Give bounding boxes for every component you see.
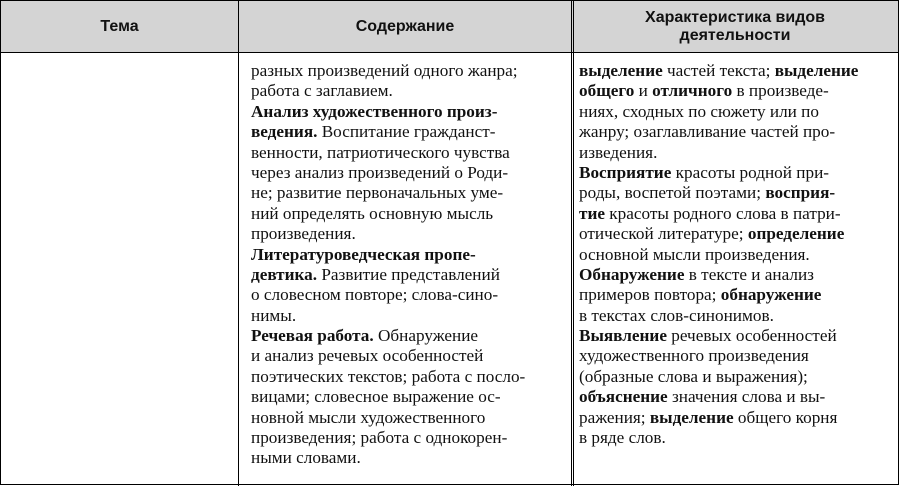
content-text-segment: Развитие представлений — [317, 264, 500, 284]
content-line — [251, 326, 567, 346]
content-line — [251, 367, 567, 387]
content-line — [251, 285, 567, 305]
content-text-segment: Воспитание гражданст- — [317, 122, 496, 142]
header-activities-line2: деятельности — [679, 26, 791, 44]
activity-text-segment: выделение — [579, 61, 663, 80]
content-text-segment: Обнаружение — [373, 326, 479, 346]
activity-line — [579, 61, 894, 81]
activity-text-segment: в произведе- — [732, 81, 829, 101]
activity-text-segment: (образные слова и выражения); — [579, 366, 808, 386]
table-header-row — [1, 1, 898, 53]
activity-line — [579, 204, 894, 224]
content-line — [251, 245, 567, 265]
activity-line — [579, 102, 894, 122]
header-activities-line1: Характеристика видов — [645, 8, 825, 26]
activity-text-segment: роды, воспетой поэтами; — [579, 183, 766, 203]
content-text-segment: нимы. — [251, 305, 297, 325]
column-divider-1 — [238, 1, 239, 486]
content-line — [251, 122, 567, 142]
content-text-segment: вицами; словесное выражение ос- — [251, 387, 501, 407]
activity-text-segment: определение — [747, 224, 845, 244]
activity-text-segment: выделение — [774, 61, 859, 80]
activity-line — [579, 326, 894, 346]
activity-text-segment: Выявление — [579, 326, 667, 346]
content-text-segment: ными словами. — [251, 448, 361, 468]
activity-text-segment: красоты родного слова в патри- — [604, 203, 841, 223]
content-text-segment: не; развитие первоначальных уме- — [251, 183, 504, 203]
content-line — [251, 346, 567, 366]
activity-text-segment: отличного — [652, 81, 733, 101]
activity-text-segment: жанру; озаглавливание частей про- — [579, 122, 836, 142]
content-text-segment: произведения. — [251, 224, 356, 244]
activity-text-segment: значения слова и вы- — [667, 387, 826, 407]
content-text-segment: ведения. — [251, 122, 318, 142]
content-line — [251, 428, 567, 448]
activity-line — [579, 306, 894, 326]
activity-text-segment: в ряде слов. — [579, 428, 666, 448]
content-text-segment: новной мысли художественного — [251, 407, 486, 427]
column-divider-2a — [571, 1, 572, 486]
content-line — [251, 102, 567, 122]
activity-text-segment: художественного произведения — [579, 346, 809, 366]
activity-text-segment: Обнаружение — [579, 264, 685, 284]
activity-text-segment: речевых особенностей — [666, 326, 837, 346]
content-text-segment: девтика. — [251, 264, 318, 284]
activity-text-segment: общего — [579, 81, 635, 101]
activity-text-segment: ражения; — [579, 407, 650, 427]
content-line — [251, 143, 567, 163]
content-text-segment: Литературоведческая пропе- — [251, 244, 476, 264]
activity-line — [579, 163, 894, 183]
content-text-segment: произведения; работа с однокорен- — [251, 428, 508, 448]
content-line — [251, 408, 567, 428]
activity-line — [579, 183, 894, 203]
activity-text-segment: красоты родной при- — [671, 162, 829, 182]
activity-text-segment: примеров повтора; — [579, 285, 721, 305]
column-divider-2b — [573, 1, 574, 486]
content-line — [251, 306, 567, 326]
content-line — [251, 448, 567, 468]
content-text-segment: поэтических текстов; работа с посло- — [251, 366, 526, 386]
content-text-segment: Речевая работа. — [251, 326, 374, 346]
content-text-segment: ний определять основную мысль — [251, 203, 494, 223]
content-line — [251, 183, 567, 203]
activity-line — [579, 387, 894, 407]
activity-text-segment: основной мысли произведения. — [579, 244, 810, 264]
content-text-segment: работа с заглавием. — [251, 81, 393, 101]
activity-line — [579, 265, 894, 285]
activity-text-segment: изведения. — [579, 142, 658, 162]
content-text-segment: о словесном повторе; слова-сино- — [251, 285, 499, 305]
activity-text-segment: в текстах слов-синонимов. — [579, 305, 774, 325]
activity-text-segment: частей текста; — [662, 61, 775, 80]
activity-text-segment: общего корня — [733, 407, 838, 427]
header-activities — [572, 1, 898, 52]
activity-text-segment: выделение — [649, 407, 734, 427]
activity-text-segment: в тексте и анализ — [684, 264, 814, 284]
content-line — [251, 163, 567, 183]
content-line — [251, 387, 567, 407]
content-text-segment: через анализ произведений о Роди- — [251, 162, 509, 182]
content-column — [251, 61, 567, 469]
activity-text-segment: тие — [579, 203, 605, 223]
activity-line — [579, 346, 894, 366]
activity-line — [579, 408, 894, 428]
content-text-segment: венности, патриотического чувства — [251, 142, 510, 162]
activity-text-segment: и — [634, 81, 653, 101]
content-line — [251, 81, 567, 101]
header-topic-label: Тема — [100, 17, 139, 35]
content-line — [251, 265, 567, 285]
header-content — [238, 1, 572, 52]
header-content-label: Содержание — [355, 17, 455, 35]
activity-line — [579, 143, 894, 163]
activity-line — [579, 245, 894, 265]
activities-column — [579, 61, 894, 448]
activity-line — [579, 428, 894, 448]
content-text-segment: и анализ речевых особенностей — [251, 346, 484, 366]
content-line — [251, 61, 567, 81]
activity-text-segment: отической литературе; — [579, 224, 748, 244]
activity-line — [579, 224, 894, 244]
activity-text-segment: обнаружение — [720, 285, 822, 305]
activity-line — [579, 367, 894, 387]
activity-line — [579, 285, 894, 305]
content-text-segment: Анализ художественного произ- — [251, 101, 498, 121]
activity-text-segment: объяснение — [579, 387, 668, 407]
content-line — [251, 204, 567, 224]
header-topic — [1, 1, 238, 52]
activity-text-segment: восприя- — [765, 183, 836, 203]
activity-text-segment: ниях, сходных по сюжету или по — [579, 101, 819, 121]
content-line — [251, 224, 567, 244]
content-text-segment: разных произведений одного жанра; — [251, 61, 518, 80]
activity-line — [579, 81, 894, 101]
activity-text-segment: Восприятие — [579, 162, 672, 182]
activity-line — [579, 122, 894, 142]
